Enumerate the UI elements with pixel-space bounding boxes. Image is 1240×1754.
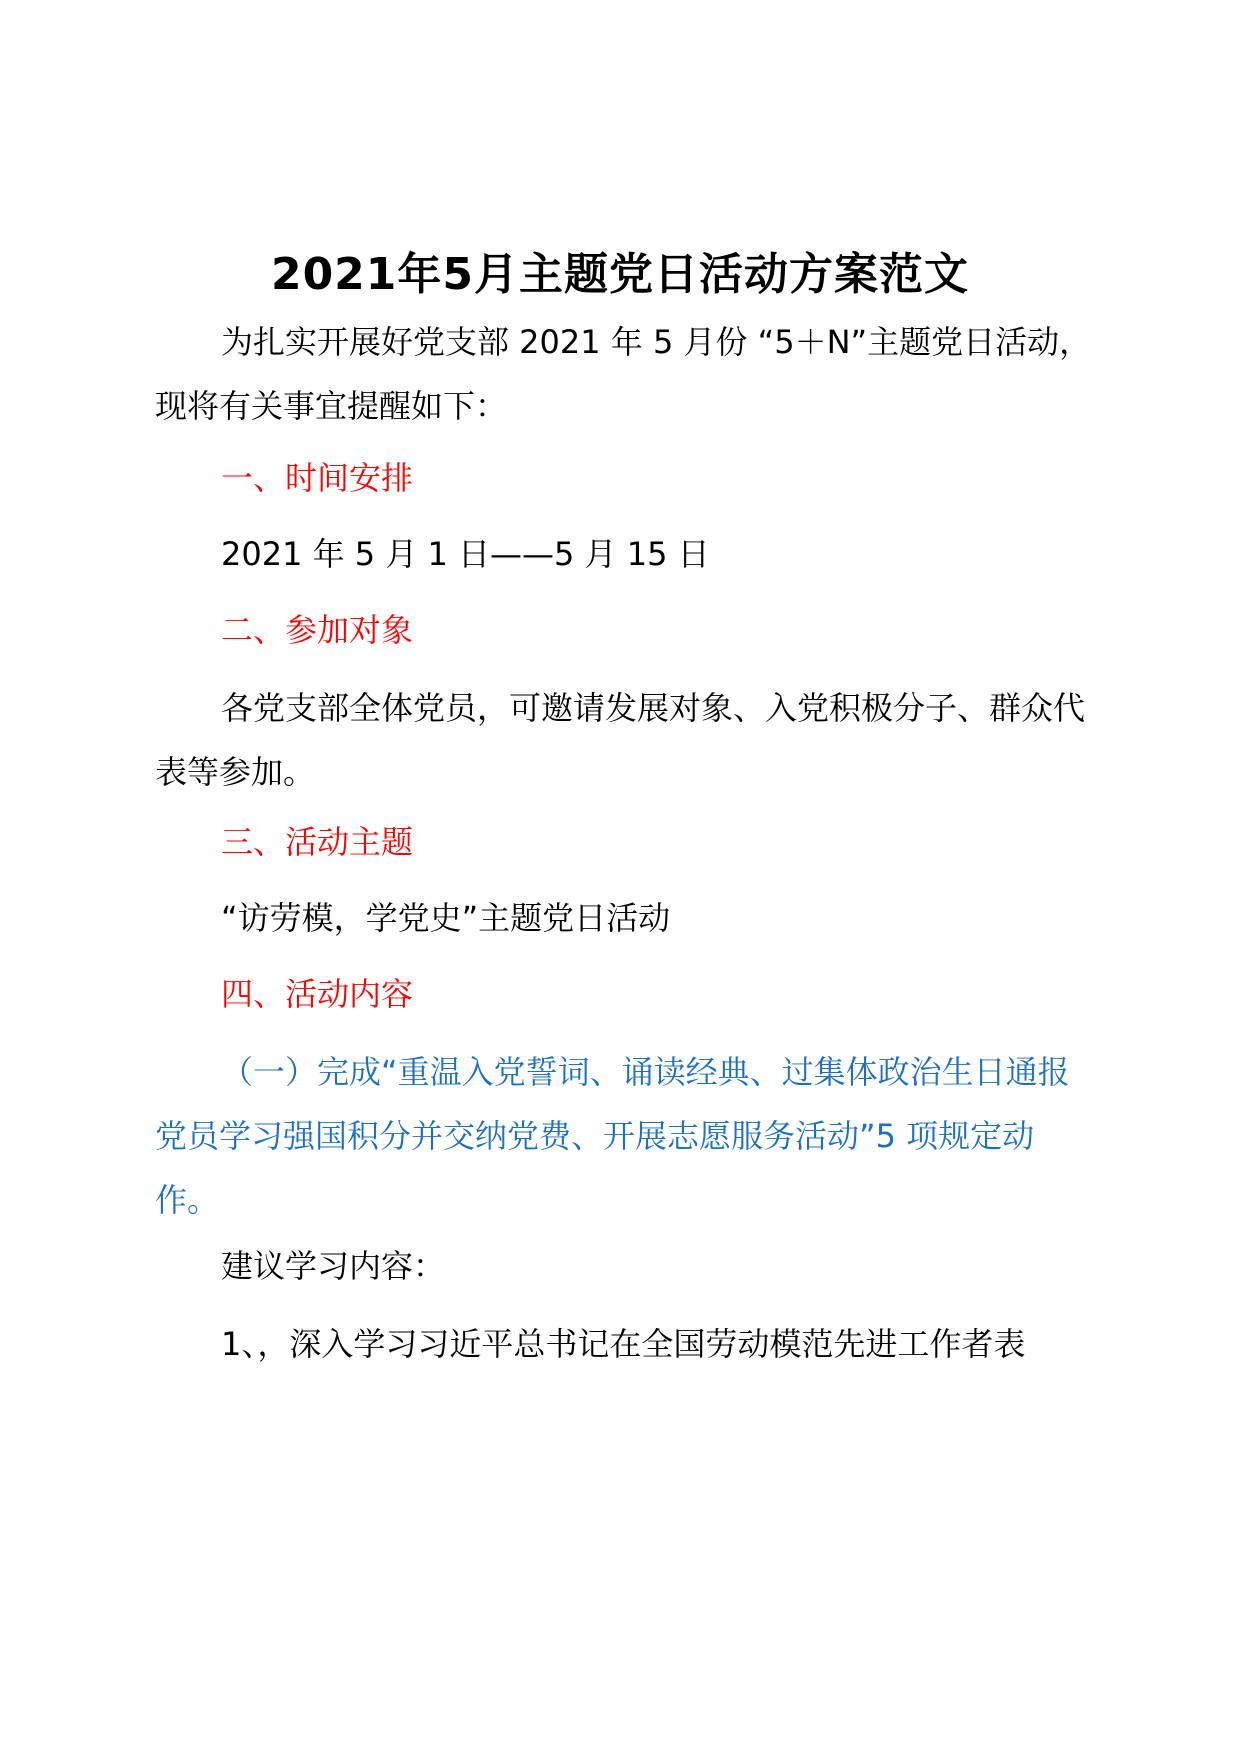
section-heading-content: 四、活动内容	[221, 975, 414, 1013]
section-heading-time: 一、时间安排	[221, 459, 414, 497]
study-item-1: 1、，深入学习习近平总书记在全国劳动模范先进工作者表	[221, 1325, 1026, 1363]
document-title: 2021年5月主题党日活动方案范文	[270, 249, 970, 300]
section-body-time: 2021 年 5 月 1 日——5 月 15 日	[221, 535, 710, 573]
suggested-study-label: 建议学习内容：	[221, 1247, 446, 1285]
section-body-theme: “访劳模，学党史”主题党日活动	[221, 899, 671, 937]
section-heading-theme: 三、活动主题	[221, 823, 414, 861]
section-body-participants: 各党支部全体党员，可邀请发展对象、入党积极分子、群众代表等参加。	[155, 689, 1086, 791]
intro-paragraph: 为扎实开展好党支部 2021 年 5 月份 “5＋N”主题党日活动，现将有关事宜提醒如下：	[155, 323, 1092, 425]
section-heading-participants: 二、参加对象	[221, 611, 414, 649]
content-subheading-1: （一）完成“重温入党誓词、诵读经典、过集体政治生日通报党员学习强国积分并交纳党费、开展志愿服务活动”5 项规定动作。	[155, 1053, 1070, 1219]
